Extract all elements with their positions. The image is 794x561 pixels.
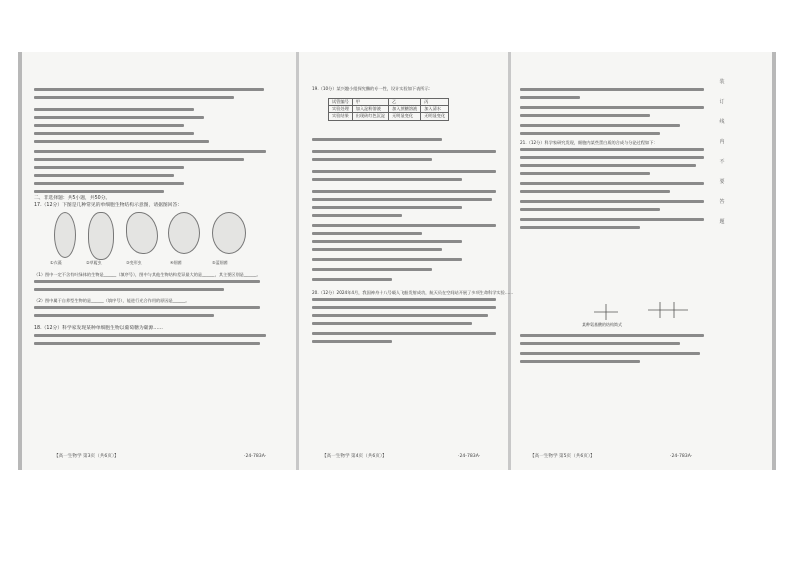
table-header: 甲: [352, 99, 388, 106]
page-footer: 【高一生物学 第3页（共6页）】: [54, 453, 119, 459]
sheet-left-edge: [18, 52, 22, 470]
page-footer: 【高一生物学 第5页（共6页）】: [530, 453, 595, 459]
paramecium-icon: [88, 212, 114, 260]
binding-line-strip: 装 订 线 内 不 要 答 题: [719, 79, 725, 225]
left-page: [34, 58, 284, 462]
cell-label: ⑤蓝细菌: [212, 260, 228, 265]
cyanobacterium-icon: [212, 212, 246, 254]
cell-label: ②草履虫: [86, 260, 102, 265]
question-18-stem: 18.（12分）科学家发现某种单细胞生物以葡萄糖为碳源……: [34, 326, 163, 331]
question-20-stem: 20.（12分）2024年4月，我国神舟十八号载人飞船发射成功，航天员在空间站开展了多项生命科学实验……: [312, 290, 514, 295]
page-code: ·24-783A·: [670, 453, 693, 459]
right-page: [520, 58, 710, 462]
question-17-stem: 17.（12分）下图是几种常见的单细胞生物结构示意图，请据图回答：: [34, 203, 183, 208]
table-header: 丙: [421, 99, 449, 106]
cell-label: ①衣藻: [50, 260, 62, 265]
table-header: 试管编号: [329, 99, 353, 106]
question-21-stem: 21.（12分）科学家研究发现，细胞内某些蛋白质的合成与分泌过程如下：: [520, 140, 658, 145]
cell-label: ④细菌: [170, 260, 182, 265]
experiment-table: [328, 98, 449, 121]
molecule-caption: 某种氨基酸的结构简式: [582, 322, 622, 327]
cell-label: ③变形虫: [126, 260, 142, 265]
bacterium-icon: [168, 212, 200, 254]
amoeba-icon: [126, 212, 158, 254]
q17-part-1: （1）图中一定不含有叶绿体的生物是______（填序号），图中与其他生物结构差异最大的是______，其主要区别是______。: [34, 272, 261, 277]
page-code: ·24-783A·: [244, 453, 267, 459]
page-code: ·24-783A·: [458, 453, 481, 459]
table-row: 实验结果 出现砖红色沉淀 无明显变化 无明显变化: [329, 113, 449, 120]
q17-part-2: （2）图中属于自养型生物的是______（填序号），能进行光合作用的原因是______。: [34, 298, 190, 303]
sheet-right-edge: [772, 52, 776, 470]
question-19-stem: 19.（10分）某兴趣小组探究酶的专一性，设计实验如下表所示：: [312, 86, 433, 91]
page-footer: 【高一生物学 第4页（共6页）】: [322, 453, 387, 459]
table-header: 乙: [389, 99, 421, 106]
cell-diagram: [46, 208, 246, 266]
chlamydomonas-icon: [54, 212, 76, 258]
table-row: 实验处理 加入淀粉溶液 加入蔗糖溶液 加入清水: [329, 106, 449, 113]
section-header: 二、非选择题：共5小题，共50分。: [34, 196, 111, 201]
middle-page: [312, 58, 514, 462]
page-divider-right: [508, 52, 511, 470]
page-divider-left: [296, 52, 299, 470]
